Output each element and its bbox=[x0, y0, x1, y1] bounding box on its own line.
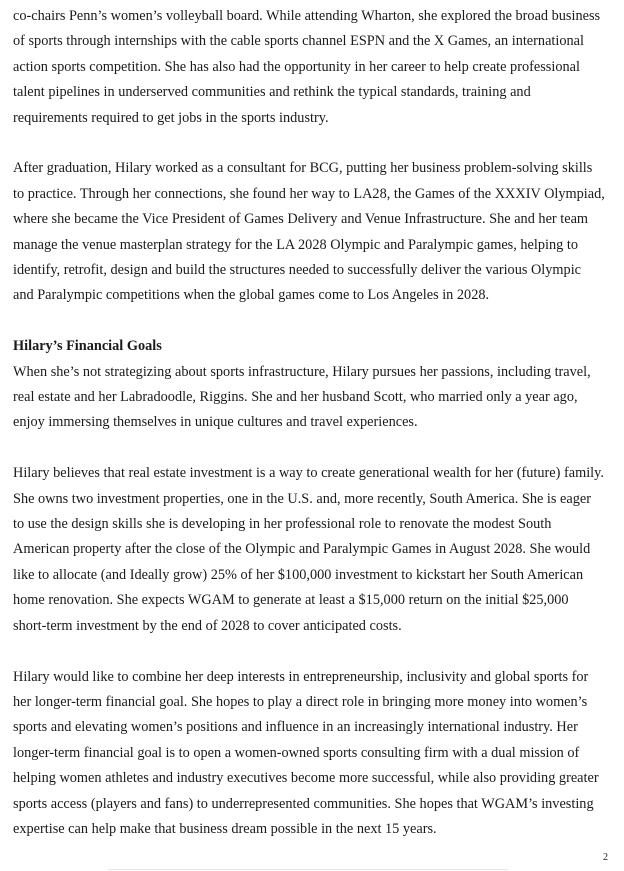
document-page bbox=[13, 4, 618, 868]
paragraph-real-estate: Hilary believes that real estate investment is a way to create generational wealth for her (future) family. She owns two investment properties, one in the U.S. and, more recently, South America. She is eager to use the design skills she is developing in her professional role to renovate the modest South American property after the close of the Olympic and Paralympic Games in August 2028. She would like to allocate (and Ideally grow) 25% of her $100,000 investment to kickstart her South American home renovation. She expects WGAM to generate at least a $15,000 return on the initial $25,000 short-term investment by the end of 2028 to cover anticipated costs. bbox=[13, 465, 604, 634]
page-bottom-divider bbox=[108, 869, 508, 870]
paragraph-career: After graduation, Hilary worked as a consultant for BCG, putting her business problem-solving skills to practice. Through her connections, she found her way to LA28, the Games of the XXXIV Olympiad, where she became the Vice President of Games Delivery and Venue Infrastructure. She and her team manage the venue masterplan strategy for the LA 2028 Olympic and Paralympic games, helping to identify, retrofit, design and build the structures needed to successfully deliver the various Olympic and Paralympic competitions when the global games come to Los Angeles in 2028. bbox=[13, 160, 605, 304]
paragraph-long-term-goal: Hilary would like to combine her deep interests in entrepreneurship, inclusivity and global sports for her longer-term financial goal. She hopes to play a direct role in bringing more money into women’s sports and elevating women’s positions and influence in an increasingly international industry. Her longer-term financial goal is to open a women-owned sports consulting firm with a dual mission of helping women athletes and industry executives become more successful, while also providing greater sports access (players and fans) to underrepresented communities. She hopes that WGAM’s investing expertise can help make that business dream possible in the next 15 years. bbox=[13, 668, 599, 837]
paragraph-education: co-chairs Penn’s women’s volleyball board. While attending Wharton, she explored the broad business of sports through internships with the cable sports channel ESPN and the X Games, an international action sports competition. She has also had the opportunity in her career to help create professional talent pipelines in underserved communities and rethink the typical standards, training and requirements required to get jobs in the sports industry. bbox=[13, 8, 601, 126]
page-number: 2 bbox=[603, 852, 608, 863]
section-heading: Hilary’s Financial Goals bbox=[13, 338, 162, 355]
paragraph-passions: When she’s not strategizing about sports infrastructure, Hilary pursues her passions, including travel, real estate and her Labradoodle, Riggins. She and her husband Scott, who married only a year ago, enjoy immersing themselves in unique cultures and travel experiences. bbox=[13, 363, 591, 431]
